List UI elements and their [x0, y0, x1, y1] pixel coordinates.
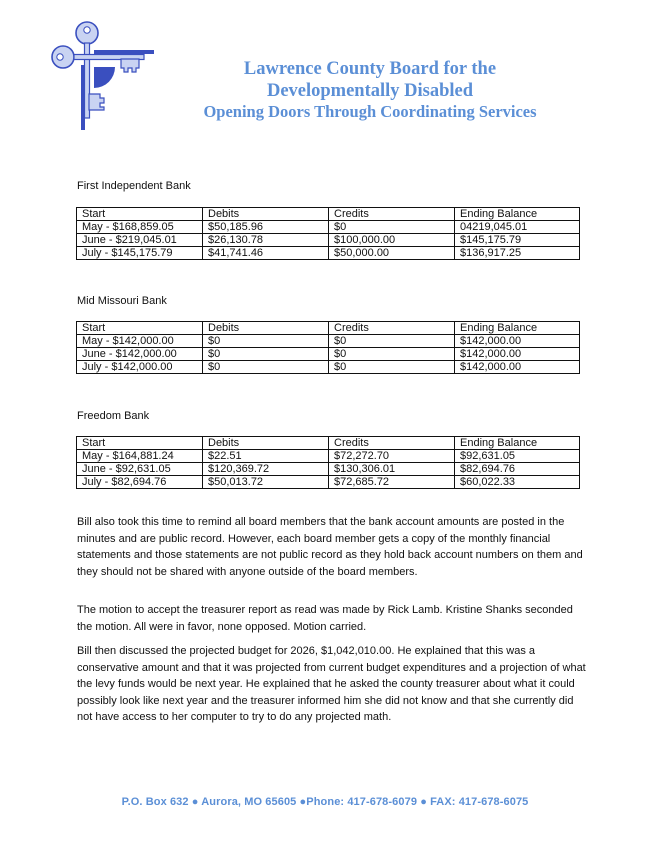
- header-cell: Credits: [329, 437, 455, 450]
- bank-title-mid-missouri: Mid Missouri Bank: [77, 295, 167, 307]
- org-name-line2: Developmentally Disabled: [266, 81, 474, 101]
- header-cell: Credits: [329, 322, 455, 335]
- table-row: [77, 234, 580, 247]
- header-cell: Ending Balance: [455, 437, 580, 450]
- cell-start: May - $142,000.00: [77, 335, 203, 348]
- cell-credits: $0: [329, 335, 455, 348]
- table-row: [77, 463, 580, 476]
- cell-credits: $0: [329, 221, 455, 234]
- cell-ending-balance: $92,631.05: [455, 450, 580, 463]
- header-cell: Start: [77, 437, 203, 450]
- header-cell: Start: [77, 322, 203, 335]
- cell-credits: $0: [329, 348, 455, 361]
- header-cell: Credits: [329, 208, 455, 221]
- cell-debits: $26,130.78: [203, 234, 329, 247]
- cell-start: June - $219,045.01: [77, 234, 203, 247]
- cell-start: June - $92,631.05: [77, 463, 203, 476]
- table-row: [77, 450, 580, 463]
- cell-start: July - $145,175.79: [77, 247, 203, 260]
- keys-logo-icon: [24, 10, 154, 130]
- cell-ending-balance: $60,022.33: [455, 476, 580, 489]
- cell-credits: $0: [329, 361, 455, 374]
- cell-ending-balance: 04219,045.01: [455, 221, 580, 234]
- cell-debits: $22.51: [203, 450, 329, 463]
- cell-start: May - $164,881.24: [77, 450, 203, 463]
- cell-credits: $72,272.70: [329, 450, 455, 463]
- cell-ending-balance: $142,000.00: [455, 348, 580, 361]
- table-row: [77, 247, 580, 260]
- paragraph-public-record: Bill also took this time to remind all board members that the bank account amounts are posted in the minutes and are public record. However, each board member gets a copy of the monthly financial statements and those statements are not public record as they hold back account numbers on them and they should not be shared with anyone outside of the board members.: [77, 516, 583, 578]
- table-row: [77, 348, 580, 361]
- footer-contact: P.O. Box 632 ● Aurora, MO 65605 ●Phone: 417-678-6079 ● FAX: 417-678-6075: [121, 796, 529, 808]
- paragraph-motion: The motion to accept the treasurer report as read was made by Rick Lamb. Kristine Shanks seconded the motion. All were in favor, none opposed. Motion carried.: [77, 604, 573, 633]
- header-cell: Ending Balance: [455, 322, 580, 335]
- cell-ending-balance: $142,000.00: [455, 361, 580, 374]
- bank-table-first-independent: [76, 207, 580, 260]
- letterhead: [190, 58, 550, 122]
- bank-title-first-independent: First Independent Bank: [77, 180, 191, 192]
- paragraph-budget: Bill then discussed the projected budget for 2026, $1,042,010.00. He explained that this was a conservative amount and that it was projected from current budget expenditures and a projection of what the levy funds would be next year. He explained that he asked the county treasurer about what it could possibly look like next year and the treasurer informed him she did not know and that she currently did not have access to her computer to try to do any projected math.: [77, 645, 586, 723]
- bank-title-freedom: Freedom Bank: [77, 410, 150, 422]
- cell-credits: $50,000.00: [329, 247, 455, 260]
- cell-ending-balance: $136,917.25: [455, 247, 580, 260]
- bank-table-mid-missouri: [76, 321, 580, 374]
- cell-debits: $50,013.72: [203, 476, 329, 489]
- bank-table-freedom: [76, 436, 580, 489]
- cell-start: July - $82,694.76: [77, 476, 203, 489]
- org-name-line1: Lawrence County Board for the: [243, 59, 497, 79]
- cell-start: May - $168,859.05: [77, 221, 203, 234]
- cell-debits: $41,741.46: [203, 247, 329, 260]
- table-header-row: [77, 437, 580, 450]
- cell-debits: $50,185.96: [203, 221, 329, 234]
- header-cell: Debits: [203, 208, 329, 221]
- table-row: [77, 335, 580, 348]
- table-row: [77, 221, 580, 234]
- cell-debits: $0: [203, 361, 329, 374]
- org-tagline: Opening Doors Through Coordinating Services: [203, 102, 537, 121]
- cell-debits: $0: [203, 335, 329, 348]
- header-cell: Debits: [203, 322, 329, 335]
- header-cell: Start: [77, 208, 203, 221]
- cell-debits: $120,369.72: [203, 463, 329, 476]
- cell-credits: $100,000.00: [329, 234, 455, 247]
- cell-start: July - $142,000.00: [77, 361, 203, 374]
- table-row: [77, 476, 580, 489]
- cell-ending-balance: $145,175.79: [455, 234, 580, 247]
- cell-credits: $72,685.72: [329, 476, 455, 489]
- cell-start: June - $142,000.00: [77, 348, 203, 361]
- header-cell: Ending Balance: [455, 208, 580, 221]
- cell-debits: $0: [203, 348, 329, 361]
- cell-ending-balance: $142,000.00: [455, 335, 580, 348]
- table-header-row: [77, 322, 580, 335]
- cell-ending-balance: $82,694.76: [455, 463, 580, 476]
- cell-credits: $130,306.01: [329, 463, 455, 476]
- header-cell: Debits: [203, 437, 329, 450]
- table-header-row: [77, 208, 580, 221]
- table-row: [77, 361, 580, 374]
